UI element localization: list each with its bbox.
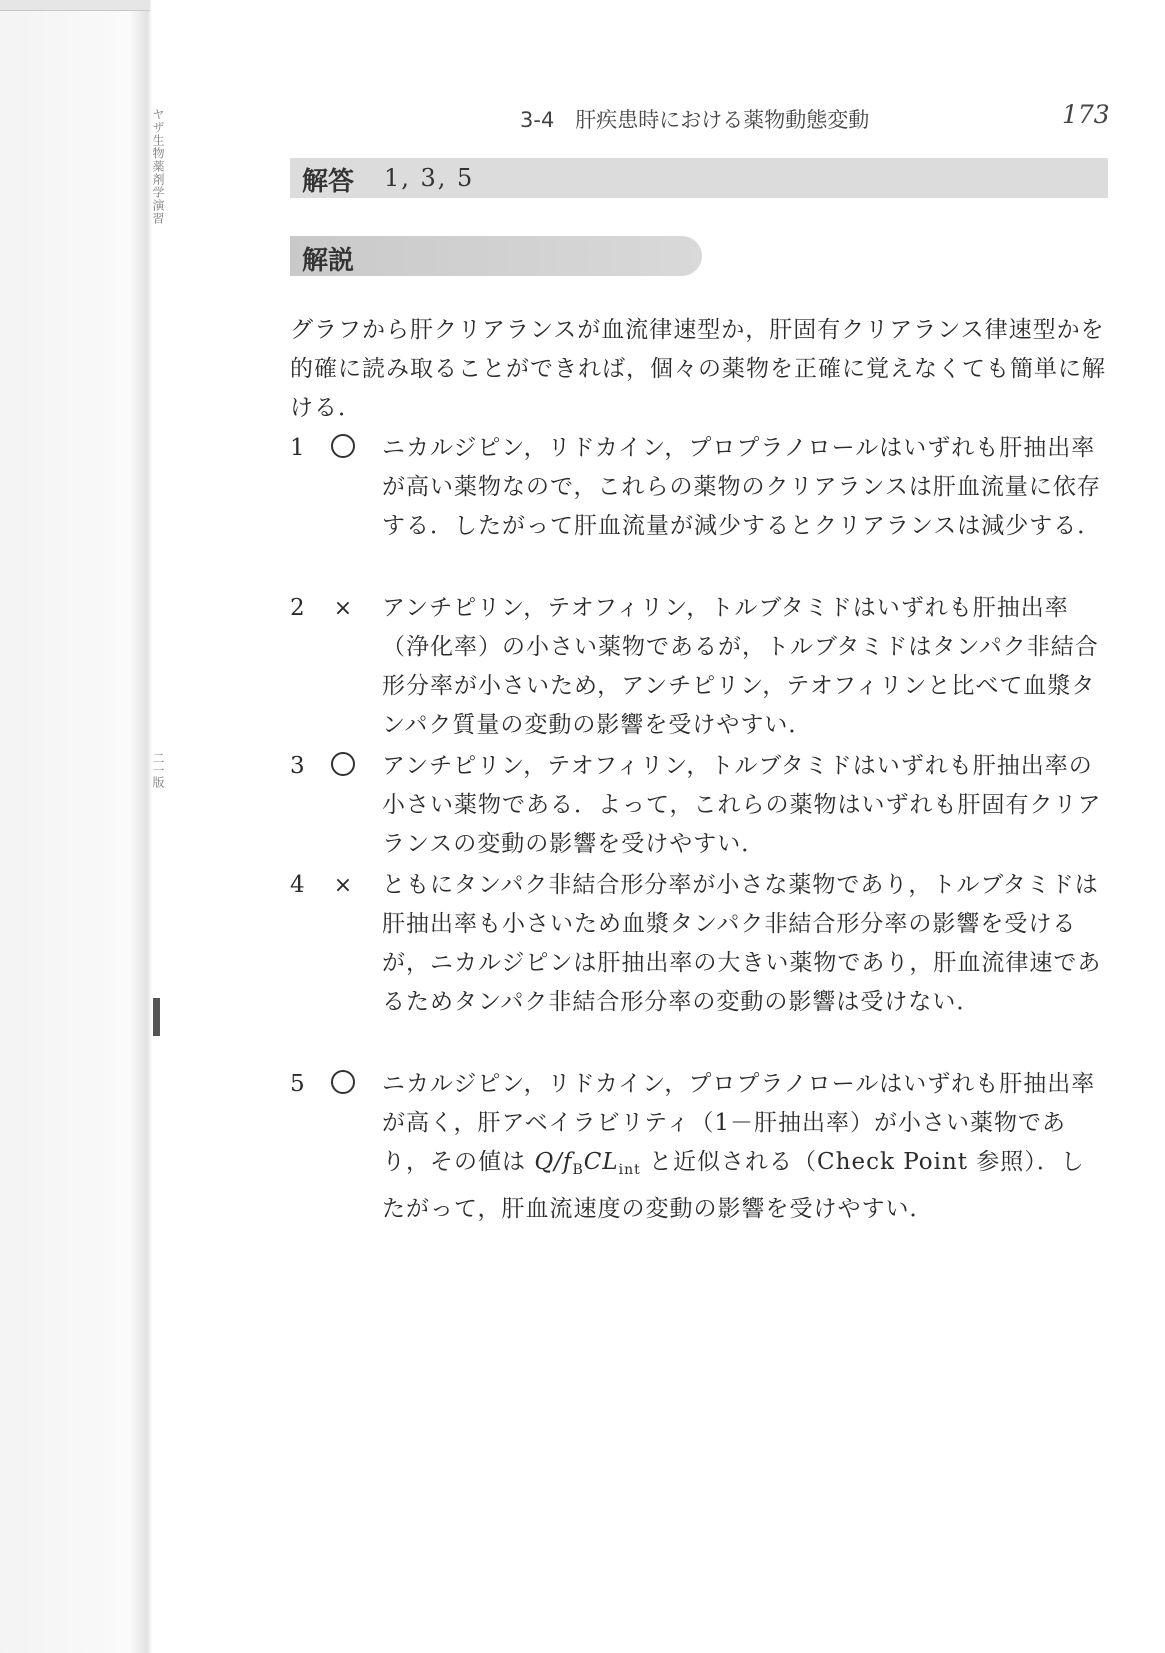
answer-label: 解答: [302, 167, 355, 197]
correct-mark-icon: [328, 747, 358, 786]
incorrect-mark-icon: ×: [333, 873, 353, 898]
spine-title: ヤザ生物薬剤学演習: [151, 108, 165, 225]
formula-f-subscript: B: [572, 1162, 584, 1178]
item-number: 3: [290, 753, 305, 779]
formula-f: f: [562, 1149, 573, 1175]
list-item: [290, 429, 1110, 546]
item-number: 5: [290, 1071, 305, 1097]
list-item: [290, 1065, 1110, 1229]
running-head: 3-4 肝疾患時における薬物動態変動: [520, 108, 870, 132]
formula-cl-subscript: int: [618, 1162, 641, 1178]
formula-q: Q/: [534, 1149, 563, 1175]
explanation-label: 解説: [302, 246, 355, 276]
item-number: 2: [290, 595, 305, 621]
answer-value: 1, 3, 5: [384, 164, 475, 192]
item-number: 1: [290, 435, 305, 461]
correct-mark-icon: [328, 429, 358, 468]
explanation-intro: グラフから肝クリアランスが血流律速型か，肝固有クリアランス律速型かを的確に読み取ることができれば，個々の薬物を正確に覚えなくても簡単に解ける．: [290, 317, 1106, 421]
item-text-before: ニカルジピン，リドカイン，プロプラノロールはいずれも肝抽出率が高く，肝アベイラビリティ（1－肝抽出率）が小さい薬物であり，その値は: [382, 1071, 1096, 1175]
list-item: [290, 747, 1110, 864]
item-text: ニカルジピン，リドカイン，プロプラノロールはいずれも肝抽出率が高い薬物なので，これらの薬物のクリアランスは肝血流量に依存する．したがって肝血流量が減少するとクリアランスは減少する．: [382, 435, 1102, 539]
item-text: アンチピリン，テオフィリン，トルブタミドはいずれも肝抽出率（浄化率）の小さい薬物であるが，トルブタミドはタンパク非結合形分率が小さいため，アンチピリン，テオフィリンと比べて血漿タンパク質量の変動の影響を受けやすい．: [382, 595, 1099, 738]
list-item: [290, 866, 1110, 1022]
item-text: ともにタンパク非結合形分率が小さな薬物であり，トルブタミドは肝抽出率も小さいため血漿タンパク非結合形分率の影響を受けるが，ニカルジピンは肝抽出率の大きい薬物であり，肝血流律速であるためタンパク非結合形分率の変動の影響は受けない．: [382, 872, 1102, 1015]
binding-shadow: [0, 0, 152, 1653]
gutter-edge: [0, 0, 150, 11]
item-text: アンチピリン，テオフィリン，トルブタミドはいずれも肝抽出率の小さい薬物である．よって，これらの薬物はいずれも肝固有クリアランスの変動の影響を受けやすい．: [382, 753, 1102, 857]
list-item: [290, 589, 1110, 745]
item-text: [382, 1065, 1108, 1229]
item-text-after: と近似される（Check Point 参照）．したがって，肝血流速度の変動の影響を受けやすい．: [382, 1149, 1085, 1222]
incorrect-mark-icon: ×: [333, 596, 353, 621]
page-number: 173: [1062, 100, 1110, 129]
spine-marker: [153, 998, 160, 1036]
item-number: 4: [290, 872, 305, 898]
spine-edition: 二一版: [151, 752, 165, 788]
formula-cl: CL: [583, 1149, 619, 1175]
correct-mark-icon: [328, 1065, 358, 1104]
